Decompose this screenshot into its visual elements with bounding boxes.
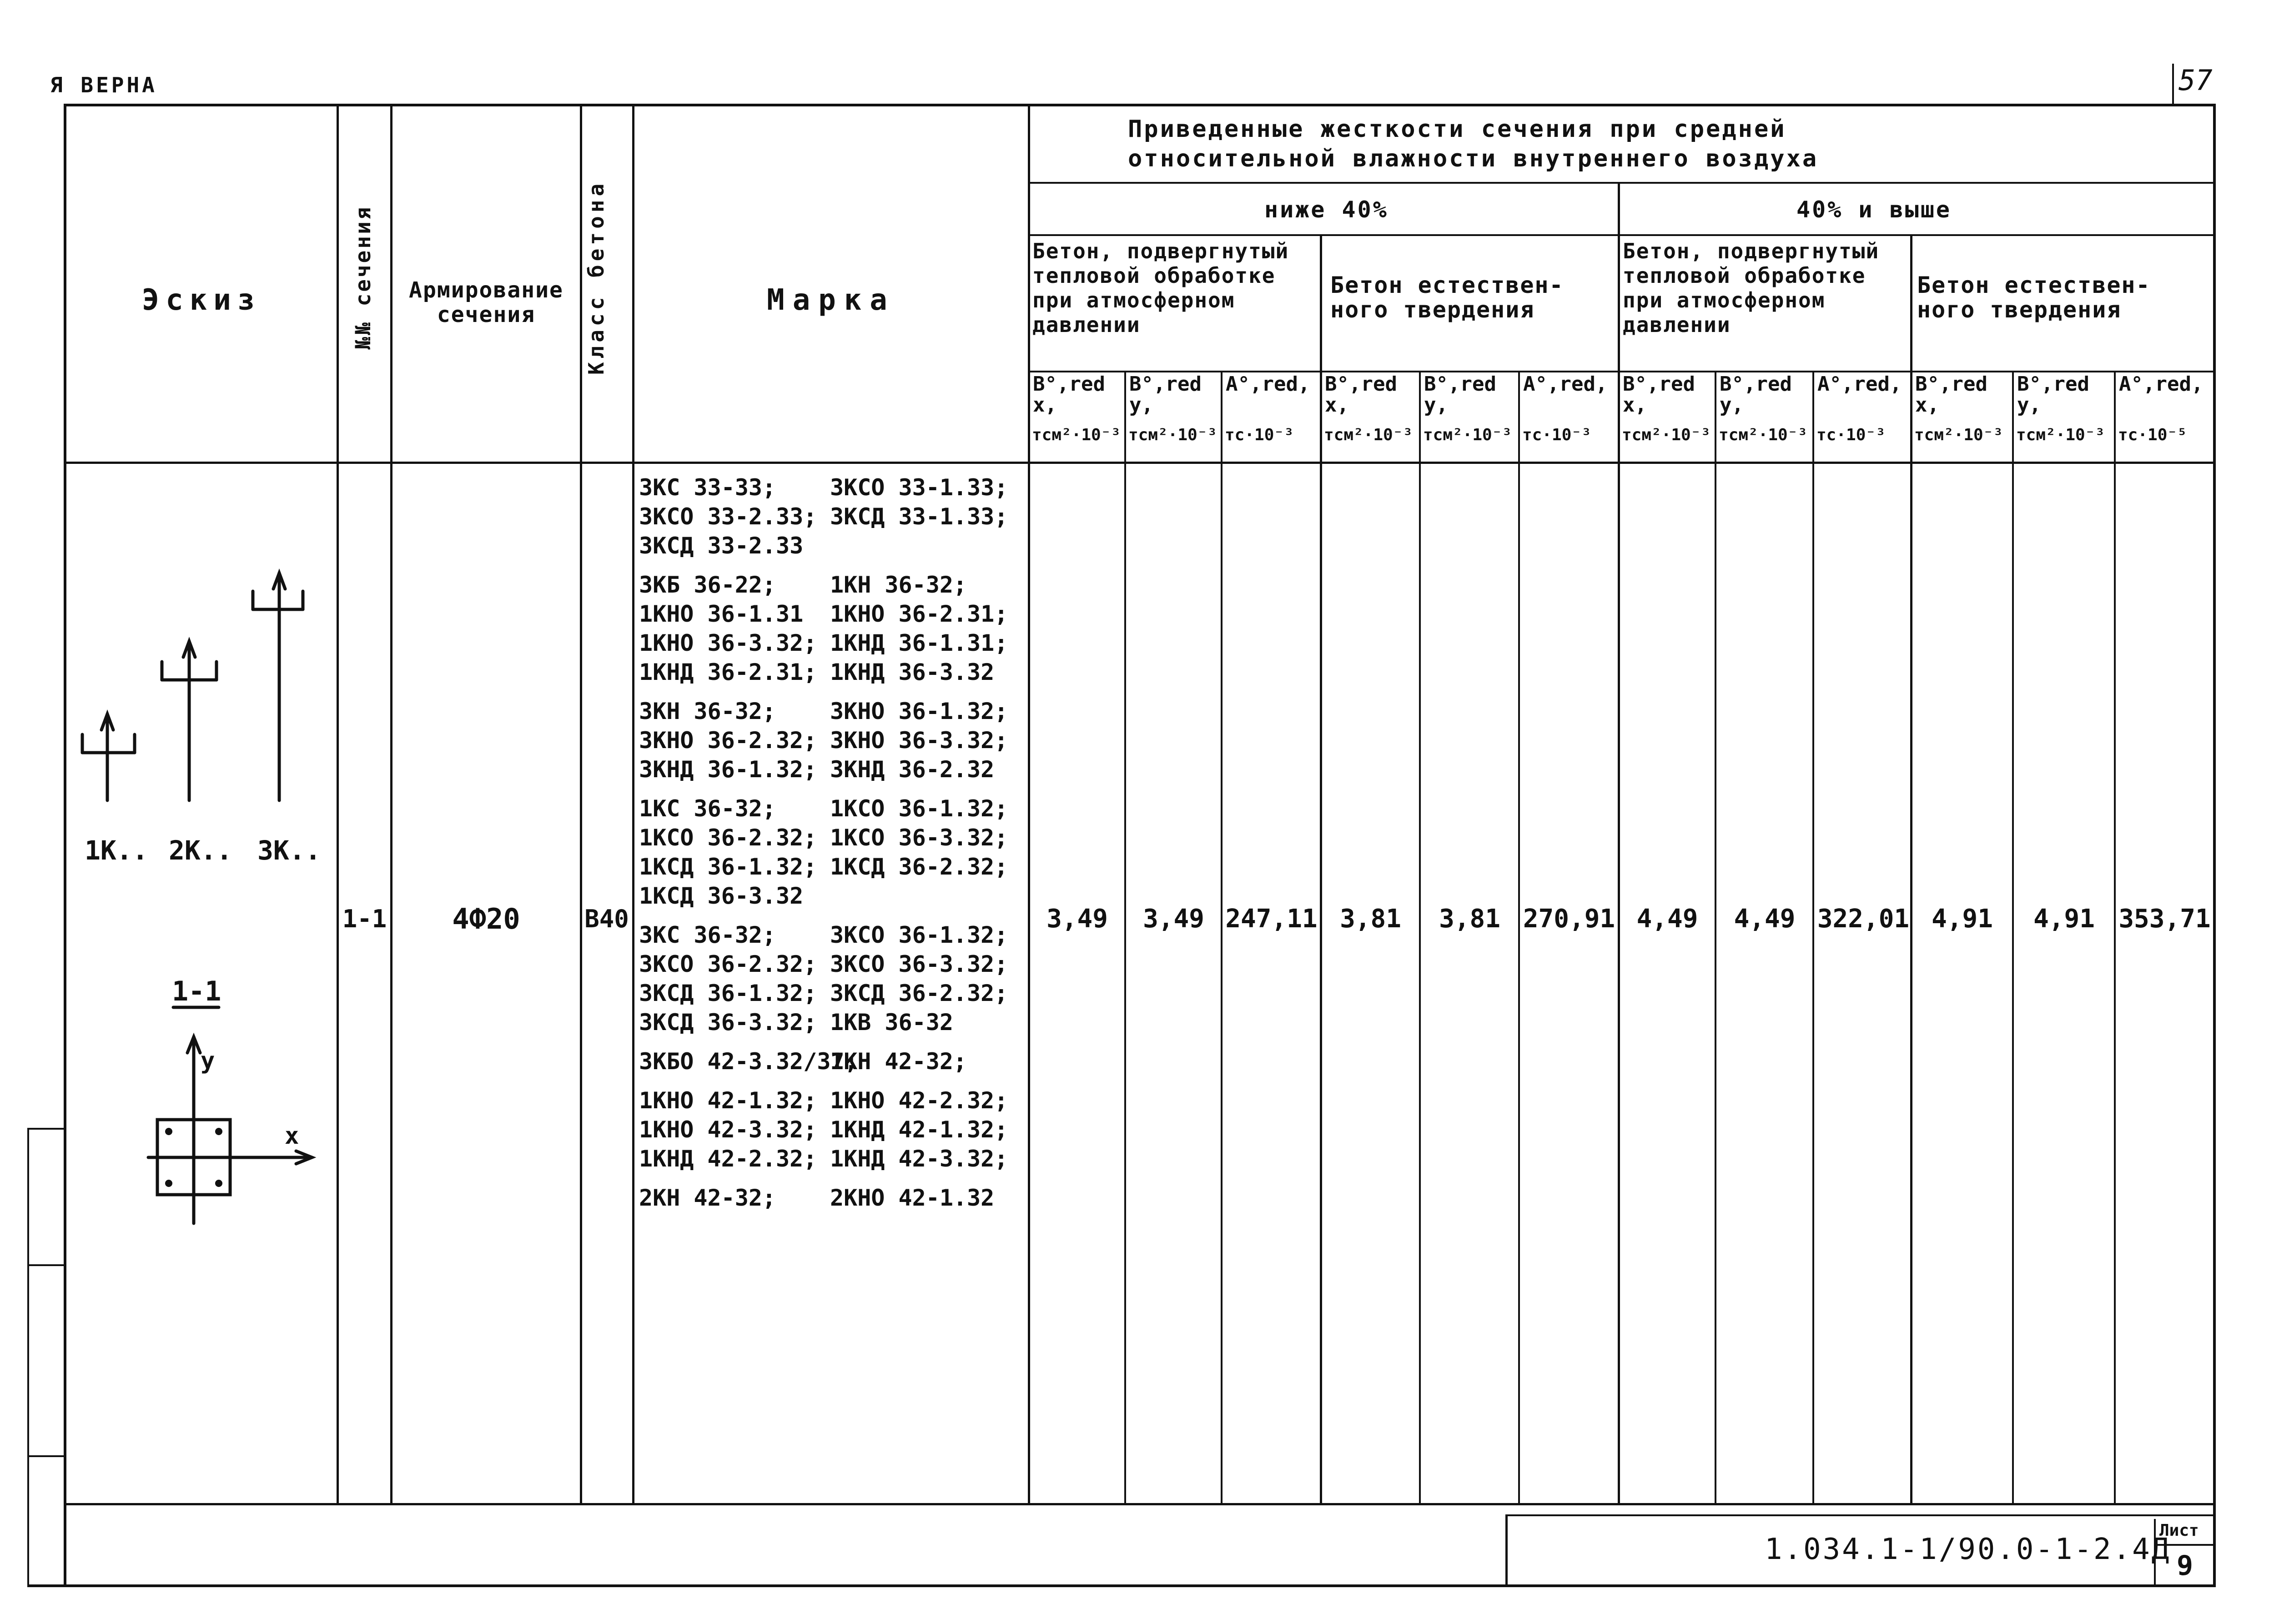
marka-row <box>639 1047 1026 1076</box>
row-concrete-class: В40 <box>584 904 629 933</box>
marka-right: 1КН 42-32; <box>830 1048 967 1075</box>
value-cell-1: 3,49 <box>1046 904 1108 934</box>
row-section: 1-1 <box>342 904 387 933</box>
marka-row <box>639 531 1026 560</box>
column-unit-4: тсм²·10⁻³ <box>1324 426 1413 444</box>
header-bottom-line <box>64 462 2215 464</box>
marka-right: 1КСД 36-2.32; <box>830 854 1008 880</box>
value-cell-11: 4,91 <box>2033 904 2095 934</box>
marka-left: 3КСД 36-3.32; <box>639 1009 817 1036</box>
marka-row <box>639 599 1026 628</box>
sheet-label: Лист <box>2159 1521 2199 1540</box>
marka-left: 1КНО 36-1.31 <box>639 601 804 627</box>
doc-code: 1.034.1-1/90.0-1-2.4Д <box>1765 1533 2171 1566</box>
header-section-no: №№ сечения <box>351 205 375 350</box>
column-unit-11: тсм²·10⁻³ <box>2016 426 2105 444</box>
column-symbol-10: B°,red x, <box>1915 372 1987 417</box>
marka-left: 1КСД 36-1.32; <box>639 854 817 880</box>
marka-row <box>639 1144 1026 1173</box>
header-eskiz: Эскиз <box>141 283 262 317</box>
marka-left: 1КНО 36-3.32; <box>639 630 817 656</box>
value-cell-3: 247,11 <box>1225 904 1318 934</box>
column-symbol-6: A°,red, <box>1523 372 1608 396</box>
marka-right: 1КНД 42-3.32; <box>830 1146 1008 1172</box>
column-unit-1: тсм²·10⁻³ <box>1032 426 1121 444</box>
marka-left: 3КС 36-32; <box>639 922 776 948</box>
marka-right: 3КСД 36-2.32; <box>830 980 1008 1006</box>
value-cell-5: 3,81 <box>1439 904 1500 934</box>
marka-row <box>639 823 1026 852</box>
marka-row <box>639 755 1026 784</box>
column-symbol-5: B°,red y, <box>1424 372 1496 417</box>
marka-row <box>639 560 1026 570</box>
marka-left: 1КНО 42-1.32; <box>639 1087 817 1114</box>
value-cell-2: 3,49 <box>1143 904 1204 934</box>
column-symbol-12: A°,red, <box>2119 372 2204 396</box>
value-cell-8: 4,49 <box>1734 904 1796 934</box>
header-concrete-steam-above: Бетон, подвергнутый тепловой обработке при атмосферном давлении <box>1623 239 1880 337</box>
marka-right: 1КСО 36-1.32; <box>830 795 1008 822</box>
marka-right: 1КВ 36-32 <box>830 1009 953 1036</box>
marka-right: 3КНО 36-1.32; <box>830 698 1008 724</box>
column-symbol-3: A°,red, <box>1226 372 1310 396</box>
marka-row <box>639 473 1026 502</box>
value-cell-6: 270,91 <box>1523 904 1615 934</box>
marka-left: 3КБ 36-22; <box>639 572 776 598</box>
marka-right: 3КСО 36-1.32; <box>830 922 1008 948</box>
marka-right: 3КНО 36-3.32; <box>830 727 1008 754</box>
marka-list <box>639 473 1026 1212</box>
marka-left: 3КНД 36-1.32; <box>639 756 817 783</box>
column-symbol-11: B°,red y, <box>2017 372 2089 417</box>
sketch-label-3k: 3К.. <box>257 835 321 866</box>
marka-left: 2КН 42-32; <box>639 1185 776 1211</box>
column-symbol-9: A°,red, <box>1817 372 1902 396</box>
column-unit-2: тсм²·10⁻³ <box>1128 426 1217 444</box>
column-symbol-1: B°,red x, <box>1033 372 1105 417</box>
column-unit-10: тсм²·10⁻³ <box>1914 426 2003 444</box>
marka-row <box>639 979 1026 1008</box>
marka-left: 3КСД 33-2.33 <box>639 533 804 559</box>
marka-row <box>639 1115 1026 1144</box>
marka-left: 3КНО 36-2.32; <box>639 727 817 754</box>
marka-row <box>639 697 1026 726</box>
page-number-tick <box>2172 64 2174 105</box>
column-symbol-7: B°,red x, <box>1623 372 1695 417</box>
marka-row <box>639 950 1026 979</box>
marka-right: 1КСО 36-3.32; <box>830 825 1008 851</box>
marka-row <box>639 1086 1026 1115</box>
value-cell-7: 4,49 <box>1636 904 1698 934</box>
marka-right: 2КНО 42-1.32 <box>830 1185 995 1211</box>
marka-row <box>639 920 1026 950</box>
header-stiffness-line2: относительной влажности внутреннего воздуха <box>1128 145 1819 172</box>
marka-row <box>639 1076 1026 1086</box>
page-number: 57 <box>2178 64 2213 97</box>
marka-right: 1КНД 42-1.32; <box>830 1116 1008 1143</box>
value-cell-10: 4,91 <box>1932 904 1993 934</box>
marka-left <box>639 687 830 697</box>
value-cell-4: 3,81 <box>1340 904 1401 934</box>
marka-row <box>639 881 1026 910</box>
marka-right: 3КСД 33-1.33; <box>830 503 1008 530</box>
marka-left: 1КСО 36-2.32; <box>639 825 817 851</box>
marka-left: 3КБО 42-3.32/37; <box>639 1048 858 1075</box>
marka-row <box>639 726 1026 755</box>
marka-row <box>639 502 1026 531</box>
marka-left: 3КСО 36-2.32; <box>639 951 817 977</box>
marka-right: 1КНД 36-1.31; <box>830 630 1008 656</box>
column-symbol-2: B°,red y, <box>1129 372 1202 417</box>
marka-row <box>639 852 1026 881</box>
marka-row <box>639 658 1026 687</box>
marka-row <box>639 1173 1026 1183</box>
marka-left: 3КСО 33-2.33; <box>639 503 817 530</box>
header-concrete-class: Класс бетона <box>584 180 609 375</box>
marka-row <box>639 1037 1026 1047</box>
column-unit-12: тс·10⁻⁵ <box>2118 426 2187 444</box>
marka-left: 1КНД 42-2.32; <box>639 1146 817 1172</box>
marka-right: 1КНО 36-2.31; <box>830 601 1008 627</box>
marka-right: 3КСО 33-1.33; <box>830 474 1008 501</box>
marka-row <box>639 1183 1026 1212</box>
header-reinforcement: Армирование сечения <box>409 277 563 327</box>
top-note: Я ВЕРНА <box>50 73 157 97</box>
header-below-40: ниже 40% <box>1264 196 1389 223</box>
header-marka: Марка <box>767 283 896 317</box>
row-reinforcement: 4Ф20 <box>452 902 520 935</box>
frame-top <box>64 104 2215 106</box>
frame-bottom <box>27 1584 2216 1587</box>
column-unit-6: тс·10⁻³ <box>1522 426 1591 444</box>
header-concrete-natural-above: Бетон естествен-ного твердения <box>1917 272 2151 323</box>
marka-left: 1КСД 36-3.32 <box>639 883 804 909</box>
value-cell-9: 322,01 <box>1817 904 1910 934</box>
marka-row <box>639 687 1026 697</box>
marka-left: 1КНО 42-3.32; <box>639 1116 817 1143</box>
marka-left <box>639 1037 830 1047</box>
table-bottom-line <box>64 1503 2215 1505</box>
marka-row <box>639 784 1026 794</box>
value-cell-12: 353,71 <box>2118 904 2211 934</box>
frame-right <box>2213 104 2216 1586</box>
column-symbol-4: B°,red x, <box>1325 372 1397 417</box>
margin-line <box>27 1128 29 1587</box>
marka-left <box>639 1173 830 1183</box>
marka-left <box>639 910 830 920</box>
marka-left <box>639 784 830 794</box>
marka-row <box>639 910 1026 920</box>
column-unit-8: тсм²·10⁻³ <box>1719 426 1808 444</box>
header-stiffness-line1: Приведенные жесткости сечения при средней <box>1128 116 1786 143</box>
sketch-drawing <box>66 546 339 1255</box>
marka-left <box>639 560 830 570</box>
marka-right: 1КНД 36-3.32 <box>830 659 995 685</box>
marka-row <box>639 570 1026 599</box>
marka-left: 3КСД 36-1.32; <box>639 980 817 1006</box>
marka-left: 3КС 33-33; <box>639 474 776 501</box>
section-label: 1-1 <box>172 975 221 1007</box>
marka-row <box>639 794 1026 823</box>
marka-row <box>639 628 1026 658</box>
marka-row <box>639 1008 1026 1037</box>
column-unit-5: тсм²·10⁻³ <box>1423 426 1512 444</box>
sketch-label-2k: 2К.. <box>169 835 232 866</box>
sheet-number: 9 <box>2177 1550 2194 1582</box>
column-unit-3: тс·10⁻³ <box>1225 426 1294 444</box>
marka-right: 3КНД 36-2.32 <box>830 756 995 783</box>
marka-left: 1КНД 36-2.31; <box>639 659 817 685</box>
column-symbol-8: B°,red y, <box>1720 372 1792 417</box>
header-above-40: 40% и выше <box>1796 196 1952 223</box>
marka-right: 1КНО 42-2.32; <box>830 1087 1008 1114</box>
axis-y-label: y <box>201 1047 215 1075</box>
sketch-label-1k: 1К.. <box>85 835 148 866</box>
axis-x-label: x <box>285 1122 299 1150</box>
marka-right: 1КН 36-32; <box>830 572 967 598</box>
marka-right: 3КСО 36-3.32; <box>830 951 1008 977</box>
marka-left: 3КН 36-32; <box>639 698 776 724</box>
marka-left <box>639 1076 830 1086</box>
column-unit-9: тс·10⁻³ <box>1816 426 1886 444</box>
column-unit-7: тсм²·10⁻³ <box>1622 426 1711 444</box>
marka-left: 1КС 36-32; <box>639 795 776 822</box>
header-concrete-steam-below: Бетон, подвергнутый тепловой обработке при атмосферном давлении <box>1032 239 1289 337</box>
header-concrete-natural-below: Бетон естествен-ного твердения <box>1330 272 1564 323</box>
